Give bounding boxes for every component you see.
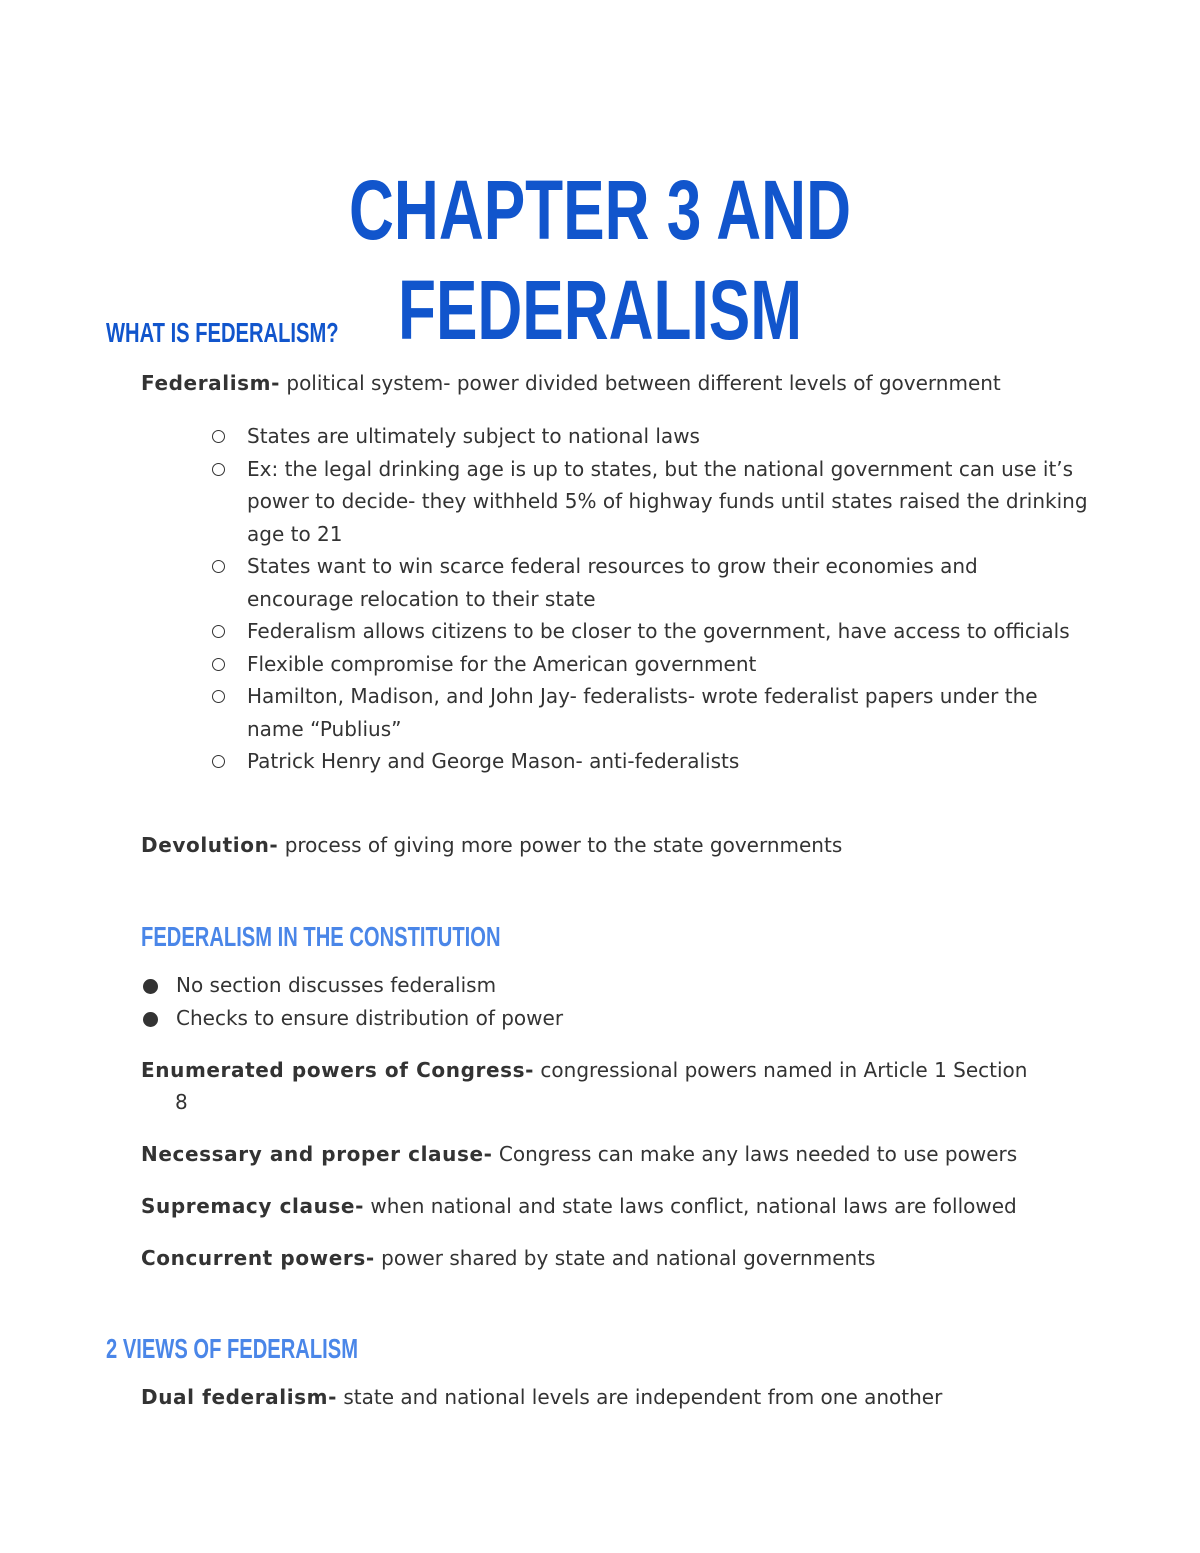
definition-necessary-and-proper — [141, 1138, 1091, 1170]
definition-supremacy-clause — [141, 1190, 1091, 1222]
list-item: Ex: the legal drinking age is up to states, but the national government can use it’s power to decide- they withheld 5% of highway funds until states raised the drinking age to 21 — [210, 453, 1090, 551]
list-item: No section discusses federalism — [141, 969, 1041, 1002]
definition-federalism — [141, 367, 1091, 399]
definition-text: Congress can make any laws needed to use powers — [492, 1142, 1018, 1166]
term-label: Devolution- — [141, 833, 279, 857]
definition-text: congressional powers named in Article 1 Section — [534, 1058, 1028, 1082]
definition-devolution — [141, 829, 1091, 861]
list-item: Hamilton, Madison, and John Jay- federalists- wrote federalist papers under the name “Publius” — [210, 680, 1090, 745]
section-heading-federalism-in-constitution: FEDERALISM IN THE CONSTITUTION — [141, 921, 501, 952]
definition-enumerated-powers — [141, 1054, 1091, 1118]
term-label: Dual federalism- — [141, 1385, 338, 1409]
term-label: Enumerated powers of Congress- — [141, 1058, 535, 1082]
filled-disc-bullet-icon — [143, 1012, 158, 1027]
list-item: States want to win scarce federal resources to grow their economies and encourage relocation to their state — [210, 550, 1090, 615]
federalism-bullet-list — [210, 420, 1090, 778]
definition-text: power shared by state and national governments — [374, 1246, 876, 1270]
definition-text: when national and state laws conflict, national laws are followed — [364, 1194, 1017, 1218]
list-item: Flexible compromise for the American government — [210, 648, 1090, 681]
term-label: Concurrent powers- — [141, 1246, 375, 1270]
list-item: Federalism allows citizens to be closer to the government, have access to officials — [210, 615, 1090, 648]
definition-dual-federalism — [141, 1381, 1091, 1413]
definition-text: state and national levels are independent from one another — [337, 1385, 943, 1409]
hollow-circle-bullet-icon — [212, 463, 225, 476]
hollow-circle-bullet-icon — [212, 658, 225, 671]
section-heading-two-views: 2 VIEWS OF FEDERALISM — [106, 1333, 359, 1364]
filled-disc-bullet-icon — [143, 979, 158, 994]
section-heading-what-is-federalism: WHAT IS FEDERALISM? — [106, 317, 339, 348]
definition-concurrent-powers — [141, 1242, 1091, 1274]
hollow-circle-bullet-icon — [212, 755, 225, 768]
page-title: CHAPTER 3 AND FEDERALISM — [349, 163, 851, 357]
definition-text: process of giving more power to the state governments — [278, 833, 843, 857]
hollow-circle-bullet-icon — [212, 625, 225, 638]
list-item: Checks to ensure distribution of power — [141, 1002, 1041, 1035]
hollow-circle-bullet-icon — [212, 560, 225, 573]
term-label: Federalism- — [141, 371, 281, 395]
list-item: Patrick Henry and George Mason- anti-federalists — [210, 745, 1090, 778]
definition-continuation: 8 — [175, 1090, 188, 1114]
term-label: Necessary and proper clause- — [141, 1142, 493, 1166]
hollow-circle-bullet-icon — [212, 690, 225, 703]
constitution-bullet-list — [141, 969, 1041, 1034]
list-item: States are ultimately subject to national laws — [210, 420, 1090, 453]
hollow-circle-bullet-icon — [212, 430, 225, 443]
term-label: Supremacy clause- — [141, 1194, 364, 1218]
definition-text: political system- power divided between different levels of government — [280, 371, 1001, 395]
